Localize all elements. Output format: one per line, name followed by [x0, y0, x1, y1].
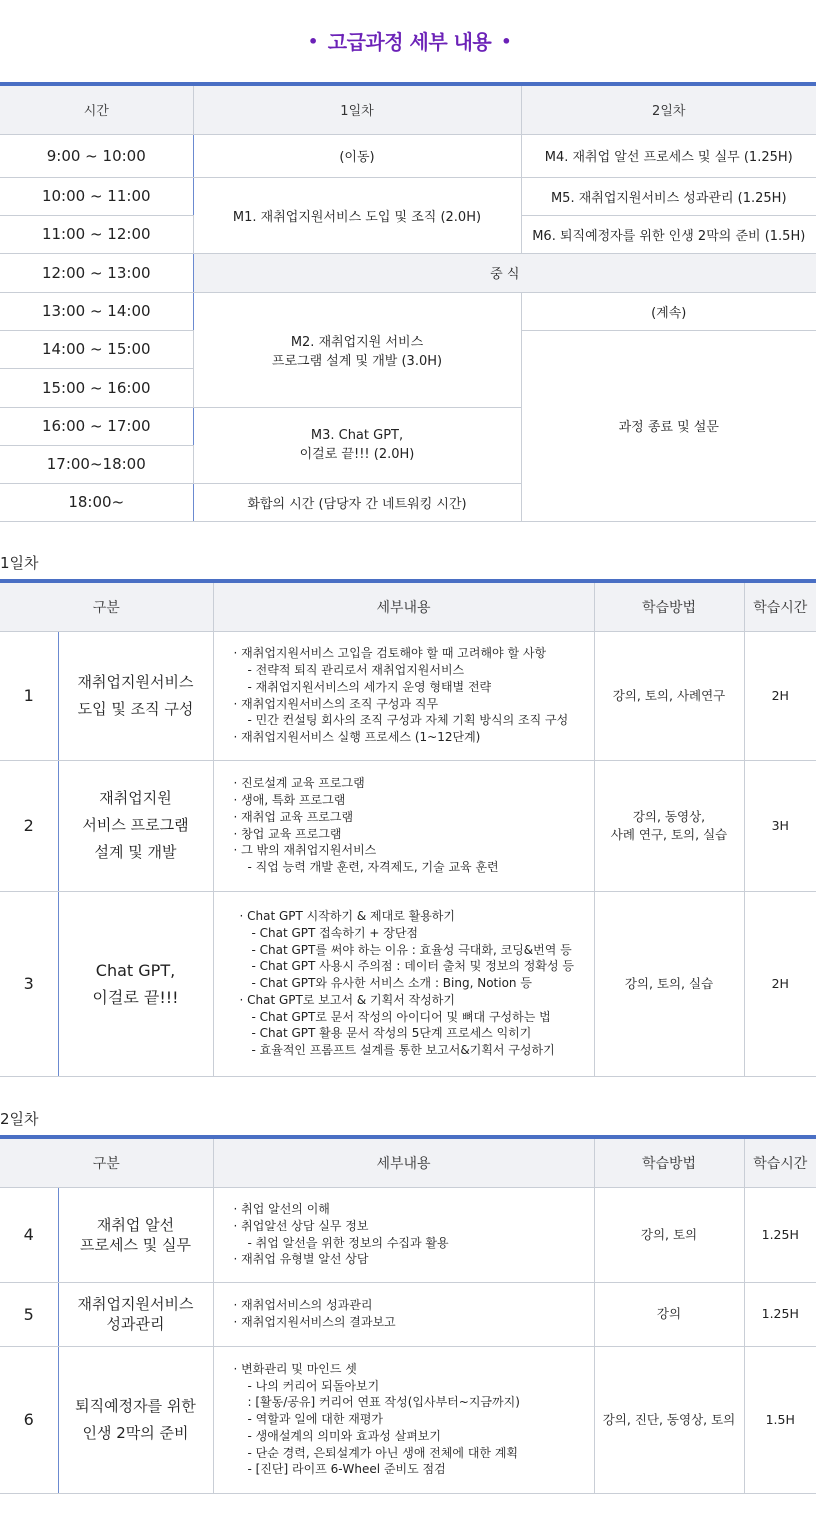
desc-line: - Chat GPT와 유사한 서비스 소개 : Bing, Notion 등 — [251, 976, 532, 991]
desc-line: - Chat GPT로 문서 작성의 아이디어 및 뼈대 구성하는 법 — [251, 1009, 551, 1024]
name-line: 재취업 알선 — [96, 1215, 175, 1234]
desc-line: · 변화관리 및 마인드 셋 — [233, 1361, 357, 1376]
row-hours: 2H — [744, 631, 816, 760]
time-cell: 15:00 ~ 16:00 — [0, 368, 193, 407]
desc-line: · 생애, 특화 프로그램 — [233, 792, 346, 807]
desc-line: - Chat GPT를 써야 하는 이유 : 효율성 극대화, 코딩&번역 등 — [251, 942, 572, 957]
header-time: 시간 — [0, 84, 193, 134]
row-description — [213, 1282, 594, 1346]
method-line: 강의, 토의, 사례연구 — [612, 687, 726, 703]
row-name — [58, 1282, 213, 1346]
header-day1: 1일차 — [193, 84, 521, 134]
day2-m6: M6. 퇴직예정자를 위한 인생 2막의 준비 (1.5H) — [521, 215, 816, 253]
desc-line: - 전략적 퇴직 관리로서 재취업지원서비스 — [247, 662, 465, 677]
schedule-row — [0, 134, 816, 177]
header-day2: 2일차 — [521, 84, 816, 134]
method-line: 강의, 토의, 실습 — [624, 975, 714, 991]
row-description — [213, 760, 594, 891]
desc-line: - 역할과 일에 대한 재평가 — [247, 1412, 384, 1427]
day1-section-label: 1일차 — [0, 554, 39, 572]
time-cell: 14:00 ~ 15:00 — [0, 330, 193, 368]
title-dot-right: • — [501, 32, 511, 51]
name-line: 재취업지원서비스 — [77, 1295, 194, 1313]
desc-line: · 재취업지원서비스 고입을 검토해야 할 때 고려해야 할 사항 — [233, 646, 547, 661]
desc-line: · 취업 알선의 이해 — [233, 1201, 330, 1216]
desc-line: · Chat GPT 시작하기 & 제대로 활용하기 — [239, 908, 455, 923]
detail-header-row — [0, 1137, 816, 1187]
day2-detail-table — [0, 1135, 816, 1494]
detail-row — [0, 1282, 816, 1346]
day2-section-label: 2일차 — [0, 1110, 39, 1128]
header-details: 세부내용 — [213, 581, 594, 631]
time-cell: 18:00~ — [0, 483, 193, 521]
time-cell: 9:00 ~ 10:00 — [0, 134, 193, 177]
day2-m5: M5. 재취업지원서비스 성과관리 (1.25H) — [521, 177, 816, 215]
row-hours: 1.25H — [744, 1282, 816, 1346]
schedule-table — [0, 82, 816, 522]
row-number: 1 — [0, 631, 58, 760]
row-hours: 3H — [744, 760, 816, 891]
desc-line: - 생애설계의 의미와 효과성 살펴보기 — [247, 1428, 441, 1443]
row-description — [213, 891, 594, 1076]
day2-continued: (계속) — [521, 292, 816, 330]
day2-m4: M4. 재취업 알선 프로세스 및 실무 (1.25H) — [521, 134, 816, 177]
row-name — [58, 1346, 213, 1493]
header-method: 학습방법 — [594, 1137, 744, 1187]
schedule-row — [0, 292, 816, 330]
desc-line: - Chat GPT 접속하기 + 장단점 — [251, 925, 419, 940]
schedule-row — [0, 177, 816, 215]
row-name — [58, 760, 213, 891]
detail-row — [0, 1187, 816, 1282]
desc-line: - 단순 경력, 은퇴설계가 아닌 생애 전체에 대한 계획 — [247, 1445, 519, 1460]
schedule-header-row — [0, 84, 816, 134]
desc-line: - 나의 커리어 되돌아보기 — [247, 1378, 380, 1393]
day1-m3 — [193, 407, 521, 483]
title-text: 고급과정 세부 내용 — [327, 30, 492, 54]
row-number: 2 — [0, 760, 58, 891]
desc-line: · 취업알선 상담 실무 정보 — [233, 1218, 369, 1233]
desc-line: · 재취업지원서비스 실행 프로세스 (1~12단계) — [233, 730, 481, 745]
header-category: 구분 — [0, 581, 213, 631]
desc-line: - 직업 능력 개발 훈련, 자격제도, 기술 교육 훈련 — [247, 860, 499, 875]
name-line: 인생 2막의 준비 — [82, 1423, 189, 1442]
day1-networking: 화합의 시간 (담당자 간 네트워킹 시간) — [193, 483, 521, 521]
row-method — [594, 1282, 744, 1346]
m3-line2: 이걸로 끝!!! (2.0H) — [299, 447, 415, 462]
row-method — [594, 891, 744, 1076]
desc-line: · 진로설계 교육 프로그램 — [233, 776, 365, 791]
method-line: 강의, 동영상, — [632, 808, 706, 824]
name-line: 이걸로 끝!!! — [92, 987, 179, 1007]
row-name — [58, 631, 213, 760]
row-method — [594, 1346, 744, 1493]
row-method — [594, 631, 744, 760]
name-line: 퇴직예정자를 위한 — [75, 1396, 196, 1415]
time-cell: 12:00 ~ 13:00 — [0, 253, 193, 292]
desc-line: · 재취업서비스의 성과관리 — [233, 1298, 373, 1313]
row-number: 3 — [0, 891, 58, 1076]
row-hours: 1.5H — [744, 1346, 816, 1493]
name-line: 도입 및 조직 구성 — [77, 699, 194, 718]
row-description — [213, 1187, 594, 1282]
desc-line: · 그 밖의 재취업지원서비스 — [233, 843, 377, 858]
name-line: 설계 및 개발 — [94, 843, 177, 861]
row-method — [594, 760, 744, 891]
desc-line: - 재취업지원서비스의 세가지 운영 형태별 전략 — [247, 679, 492, 694]
header-details: 세부내용 — [213, 1137, 594, 1187]
header-method: 학습방법 — [594, 581, 744, 631]
detail-row — [0, 1346, 816, 1493]
day1-m1: M1. 재취업지원서비스 도입 및 조직 (2.0H) — [193, 177, 521, 253]
desc-line: - Chat GPT 활용 문서 작성의 5단계 프로세스 익히기 — [251, 1026, 532, 1041]
page-title — [0, 26, 819, 55]
desc-line: · 창업 교육 프로그램 — [233, 826, 342, 841]
time-cell: 17:00~18:00 — [0, 445, 193, 483]
name-line: 재취업지원 — [99, 789, 172, 807]
row-hours: 1.25H — [744, 1187, 816, 1282]
day1-move: (이동) — [193, 134, 521, 177]
method-line: 사례 연구, 토의, 실습 — [610, 826, 728, 842]
title-dot-left: • — [308, 32, 318, 51]
m2-line1: M2. 재취업지원 서비스 — [290, 334, 424, 350]
day1-m2 — [193, 292, 521, 407]
row-number: 4 — [0, 1187, 58, 1282]
time-cell: 10:00 ~ 11:00 — [0, 177, 193, 215]
m2-line2: 프로그램 설계 및 개발 (3.0H) — [271, 353, 443, 369]
row-hours: 2H — [744, 891, 816, 1076]
method-line: 강의 — [656, 1306, 682, 1321]
row-name — [58, 891, 213, 1076]
desc-line: · 재취업 유형별 알선 상담 — [233, 1252, 369, 1267]
name-line: Chat GPT, — [95, 960, 176, 980]
method-line: 강의, 토의 — [640, 1226, 698, 1242]
detail-row — [0, 760, 816, 891]
m3-line1: M3. Chat GPT, — [310, 428, 404, 443]
time-cell: 13:00 ~ 14:00 — [0, 292, 193, 330]
name-line: 재취업지원서비스 — [77, 672, 194, 691]
lunch-cell: 중 식 — [193, 253, 816, 292]
desc-line: - 취업 알선을 위한 정보의 수집과 활용 — [247, 1235, 449, 1250]
desc-line: - [진단] 라이프 6-Wheel 준비도 점검 — [247, 1462, 446, 1477]
header-hours: 학습시간 — [744, 581, 816, 631]
desc-line: - 효율적인 프롬프트 설계를 통한 보고서&기획서 구성하기 — [251, 1043, 555, 1058]
time-cell: 11:00 ~ 12:00 — [0, 215, 193, 253]
desc-line: : [활동/공유] 커리어 연표 작성(입사부터~지금까지) — [247, 1395, 520, 1410]
row-description — [213, 631, 594, 760]
desc-line: · 재취업지원서비스의 조직 구성과 직무 — [233, 696, 439, 711]
schedule-row — [0, 253, 816, 292]
day1-detail-table — [0, 579, 816, 1077]
row-description — [213, 1346, 594, 1493]
header-hours: 학습시간 — [744, 1137, 816, 1187]
header-category: 구분 — [0, 1137, 213, 1187]
desc-line: - Chat GPT 사용시 주의점 : 데이터 출처 및 정보의 정확성 등 — [251, 959, 574, 974]
desc-line: · 재취업 교육 프로그램 — [233, 809, 354, 824]
day2-closing: 과정 종료 및 설문 — [521, 330, 816, 521]
desc-line: - 민간 컨설팅 회사의 조직 구성과 자체 기획 방식의 조직 구성 — [247, 713, 569, 728]
detail-row — [0, 891, 816, 1076]
detail-row — [0, 631, 816, 760]
name-line: 프로세스 및 실무 — [80, 1235, 191, 1254]
row-method — [594, 1187, 744, 1282]
desc-line: · 재취업지원서비스의 결과보고 — [233, 1315, 396, 1329]
row-number: 5 — [0, 1282, 58, 1346]
method-line: 강의, 진단, 동영상, 토의 — [602, 1411, 736, 1427]
time-cell: 16:00 ~ 17:00 — [0, 407, 193, 445]
name-line: 성과관리 — [106, 1315, 165, 1333]
desc-line: · Chat GPT로 보고서 & 기획서 작성하기 — [239, 992, 455, 1007]
detail-header-row — [0, 581, 816, 631]
row-number: 6 — [0, 1346, 58, 1493]
name-line: 서비스 프로그램 — [82, 816, 189, 834]
row-name — [58, 1187, 213, 1282]
